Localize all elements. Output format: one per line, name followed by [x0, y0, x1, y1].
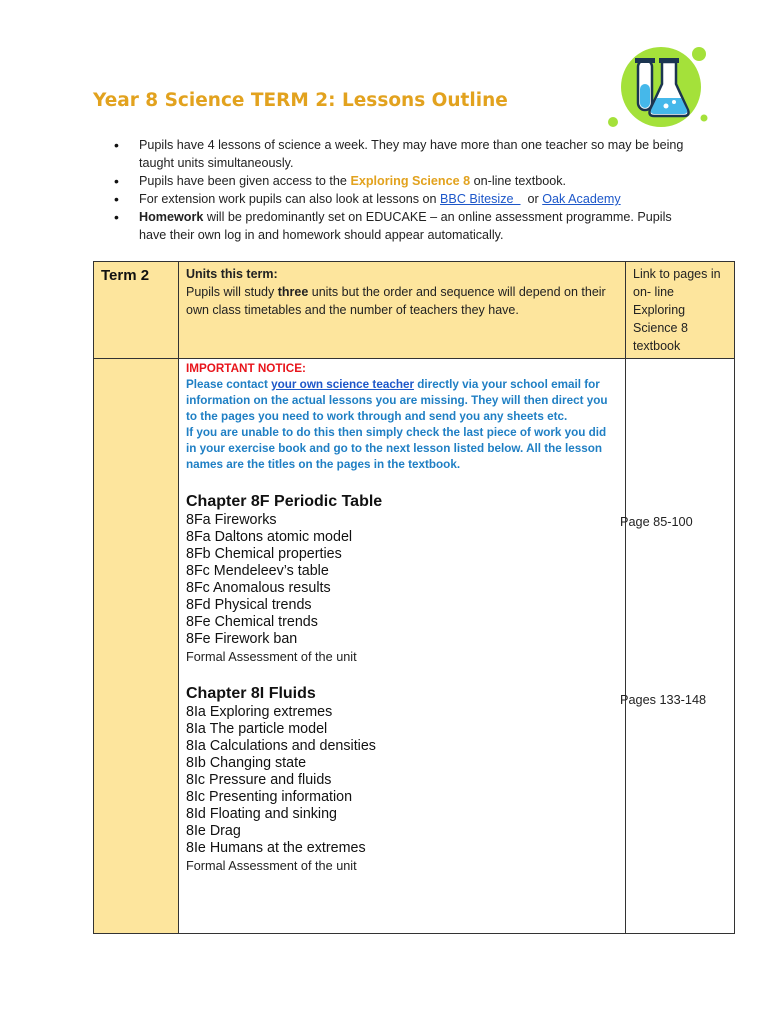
list-item: 8Fe Firework ban [186, 631, 298, 647]
notice-paragraph-1: Please contact your own science teacher directly via your school email for information on the actual lessons you are missing. They will then direct you to the pages you need to work through and send you any sheets etc. [186, 378, 608, 423]
list-item: 8Fd Physical trends [186, 597, 312, 613]
units-cell [179, 262, 626, 359]
chapter-8f-lessons [186, 512, 624, 648]
chapter-8i-pages: Pages 133-148 [620, 693, 707, 707]
term-label: Term 2 [101, 267, 150, 284]
chapter-8f-formal-assessment: Formal Assessment of the unit [186, 650, 357, 664]
science-flask-logo-icon [604, 46, 708, 128]
link-header-cell [626, 262, 735, 359]
list-item: 8Ic Pressure and fluids [186, 772, 332, 788]
list-item: 8Id Floating and sinking [186, 806, 338, 822]
chapter-8f-title: Chapter 8F Periodic Table [186, 493, 383, 510]
bullet-homework: • Homework will be predominantly set on EDUCAKE – an online assessment programme. Pupils have their own log in and homework should appear automatically. [112, 208, 702, 244]
list-item: 8Fe Chemical trends [186, 614, 318, 630]
notice-title: IMPORTANT NOTICE: [186, 362, 306, 375]
chapter-8i-title: Chapter 8I Fluids [186, 685, 316, 702]
list-item: 8Fa Daltons atomic model [186, 529, 353, 545]
list-item: 8Ie Humans at the extremes [186, 840, 366, 856]
list-item: 8Fc Anomalous results [186, 580, 331, 596]
list-item: 8Fa Fireworks [186, 512, 277, 528]
science-teacher-link[interactable]: your own science teacher [271, 378, 415, 391]
list-item: 8Ia The particle model [186, 721, 328, 737]
link-header-text: Link to pages in on- line Exploring Science 8 textbook [633, 267, 721, 353]
table-header-row [94, 262, 735, 359]
notice-paragraph-2: If you are unable to do this then simply check the last piece of work you did in your exercise book and go to the next lesson listed below. All the lesson names are the titles on the pages in the textbook. [186, 426, 607, 471]
list-item: 8Ia Calculations and densities [186, 738, 376, 754]
list-item: 8Ib Changing state [186, 755, 307, 771]
page-title: Year 8 Science TERM 2: Lessons Outline [93, 90, 508, 111]
oak-academy-link[interactable]: Oak Academy [542, 192, 621, 206]
lessons-outline-table [93, 261, 735, 934]
list-item: 8Ia Exploring extremes [186, 704, 333, 720]
chapter-8f-pages: Page 85-100 [620, 515, 693, 529]
bullet-lessons-per-week: • Pupils have 4 lessons of science a week. They may have more than one teacher so may be being taught units simultaneously. [112, 136, 702, 172]
lessons-cell [179, 359, 626, 934]
chapter-8i-lessons [186, 704, 624, 857]
intro-bullet-list [112, 136, 702, 244]
chapter-8i-formal-assessment: Formal Assessment of the unit [186, 859, 357, 873]
bbc-bitesize-link[interactable]: BBC Bitesize [440, 192, 521, 206]
term-fill-cell [94, 359, 179, 934]
list-item: 8Ie Drag [186, 823, 241, 839]
units-description: Pupils will study three units but the order and sequence will depend on their own class timetables and the number of teachers they have. [186, 285, 606, 317]
important-notice [180, 360, 624, 473]
bullet-extension-work: • For extension work pupils can also look at lessons on BBC Bitesize or Oak Academy [112, 190, 702, 208]
term-cell [94, 262, 179, 359]
list-item: 8Fb Chemical properties [186, 546, 342, 562]
exploring-science-highlight: Exploring Science 8 [350, 174, 471, 188]
list-item: 8Ic Presenting information [186, 789, 353, 805]
pages-cell [626, 359, 735, 934]
table-body-row [94, 359, 735, 934]
bullet-textbook-access: • Pupils have been given access to the Exploring Science 8 on-line textbook. [112, 172, 702, 190]
units-title: Units this term: [186, 267, 278, 281]
list-item: 8Fc Mendeleev’s table [186, 563, 329, 579]
